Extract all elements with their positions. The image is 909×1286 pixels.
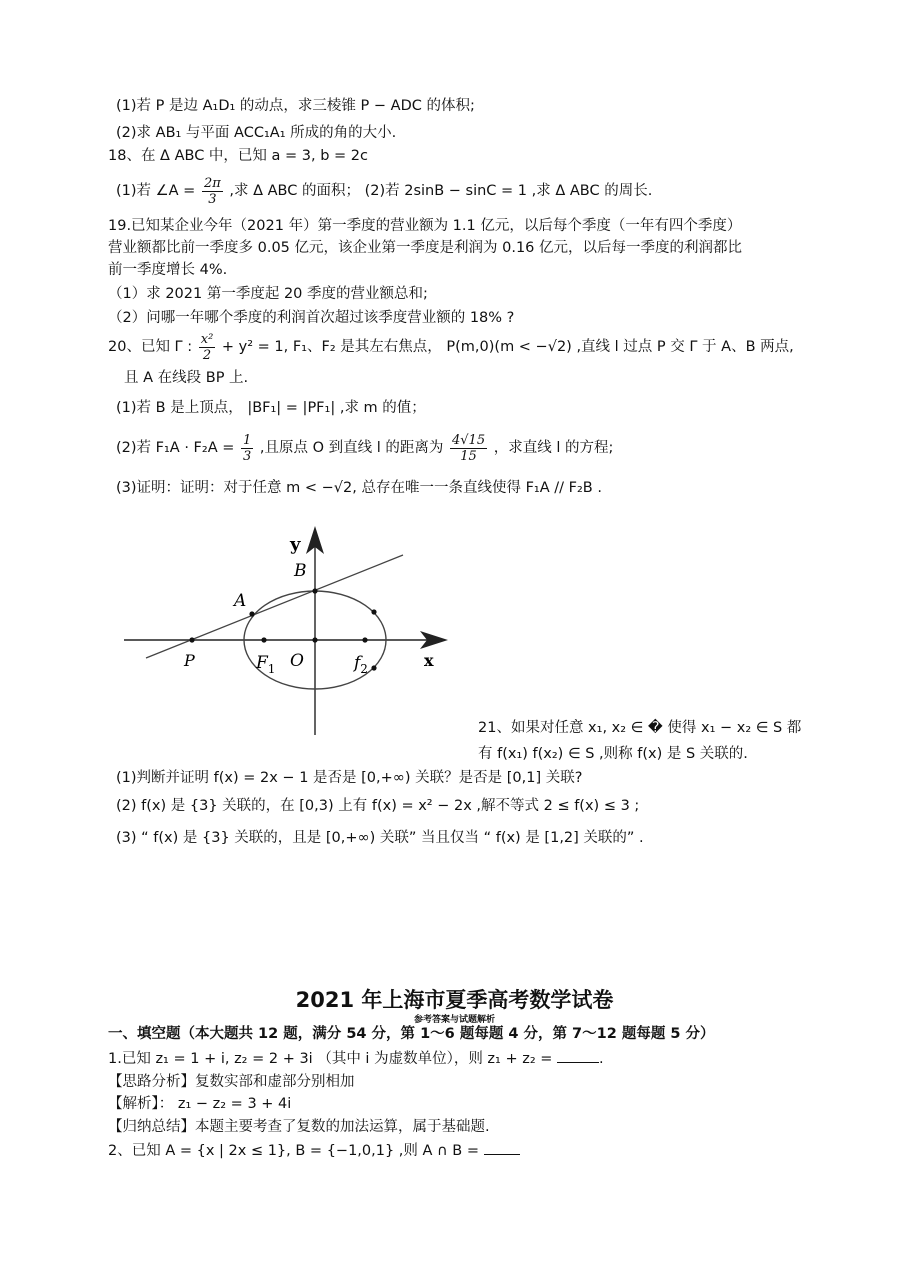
point-B — [312, 588, 317, 593]
label-y: y — [290, 534, 301, 555]
q19-line1: 19.已知某企业今年（2021 年）第一季度的营业额为 1.1 亿元，以后每个季度（一年有四个季度） — [108, 218, 742, 234]
q19-line2: 营业额都比前一季度多 0.05 亿元，该企业第一季度是利润为 0.16 亿元，以后每一季度的利润都比 — [108, 240, 743, 256]
q19-part2: （2）问哪一年哪个季度的利润首次超过该季度营业额的 18% ? — [108, 310, 515, 326]
q18-parts — [116, 174, 652, 208]
answer-title: 2021 年上海市夏季高考数学试卷 — [295, 988, 614, 1012]
q17-part2: (2)求 AB₁ 与平面 ACC₁A₁ 所成的角的大小. — [116, 125, 397, 141]
q20-stem — [108, 330, 794, 364]
label-F1 — [255, 653, 275, 676]
solution-text: ： z₁ − z₂ = 3 + 4i — [158, 1096, 292, 1112]
answer-section-header: 一、填空题（本大题共 12 题，满分 54 分，第 1～6 题每题 4 分，第 7～12 题每题 5 分） — [108, 1026, 715, 1042]
q20-part2-prefix: (2)若 F₁A · F₂A = — [116, 440, 235, 456]
label-x: x — [424, 651, 434, 670]
point-lower-right — [371, 665, 376, 670]
answer-q2-text: 2、已知 A = {x | 2x ≤ 1}, B = {−1,0,1} ,则 A ∩ B = — [108, 1143, 479, 1159]
label-F2 — [352, 653, 368, 676]
point-A — [249, 611, 254, 616]
q19-line3: 前一季度增长 4%. — [108, 262, 228, 278]
q20-frac3-num: 4√15 — [452, 432, 486, 448]
q21-line1: 21、如果对任意 x₁, x₂ ∈ � 使得 x₁ − x₂ ∈ S 都 — [478, 720, 802, 736]
q20-part3: (3)证明：证明：对于任意 m < −√2, 总存在唯一一条直线使得 F₁A // F₂B . — [116, 480, 602, 496]
answer-q1-end: . — [599, 1051, 604, 1067]
q20-part2-mid: ,且原点 O 到直线 l 的距离为 — [259, 440, 444, 456]
answer-summary — [108, 1117, 490, 1137]
q20-frac2-num: 1 — [243, 432, 252, 448]
q21-part3: (3) “ f(x) 是 {3} 关联的，且是 [0,+∞) 关联” 当且仅当 “ f(x) 是 [1,2] 关联的” . — [116, 830, 644, 846]
solution-label: 【解析】 — [108, 1096, 159, 1112]
answer-solution — [108, 1094, 291, 1114]
label-A: A — [234, 591, 247, 611]
summary-label: 【归纳总结】 — [108, 1119, 195, 1135]
q21-line2: 有 f(x₁) f(x₂) ∈ S ,则称 f(x) 是 S 关联的. — [478, 746, 748, 762]
point-F2 — [362, 637, 367, 642]
q19-part1: （1）求 2021 第一季度起 20 季度的营业额总和; — [108, 286, 428, 302]
answer-subtitle: 参考答案与试题解析 — [413, 1015, 495, 1025]
q18-part1-prefix: (1)若 ∠A = — [116, 183, 196, 199]
q20-fraction-3 — [450, 433, 487, 464]
q17-part1: (1)若 P 是边 A₁D₁ 的动点，求三棱锥 P − ADC 的体积; — [116, 98, 475, 114]
q21-part1: (1)判断并证明 f(x) = 2x − 1 是否是 [0,+∞) 关联？是否是 [0,1] 关联? — [116, 770, 583, 786]
label-F1-main: F — [256, 653, 268, 673]
label-P: P — [184, 651, 195, 670]
answer-q1-blank — [557, 1048, 599, 1063]
q18-fraction — [202, 176, 223, 207]
point-P — [189, 637, 194, 642]
summary-text: 本题主要考查了复数的加法运算，属于基础题. — [195, 1119, 490, 1135]
q20-frac-den: 2 — [202, 347, 212, 363]
answer-q2 — [108, 1140, 520, 1161]
label-F2-main: f — [354, 653, 361, 673]
q20-part2-suffix: ，求直线 l 的方程; — [493, 440, 614, 456]
answer-analysis — [108, 1072, 355, 1092]
point-F1 — [261, 637, 266, 642]
q20-frac2-den: 3 — [243, 448, 252, 464]
label-F1-sub: 1 — [267, 662, 276, 676]
point-upper-right — [371, 609, 376, 614]
q20-frac3-den: 15 — [460, 448, 477, 464]
q18-stem: 18、在 Δ ABC 中，已知 a = 3, b = 2c — [108, 148, 369, 164]
point-O — [312, 637, 317, 642]
q20-stem-prefix: 20、已知 Γ : — [108, 339, 193, 355]
q20-frac-num: x² — [200, 331, 214, 347]
q20-part1: (1)若 B 是上顶点， |BF₁| = |PF₁| ,求 m 的值； — [116, 400, 426, 416]
label-O: O — [290, 651, 304, 671]
answer-q1 — [108, 1048, 604, 1069]
q20-fraction — [199, 332, 216, 363]
q18-frac-num: 2π — [203, 175, 221, 191]
answer-q1-text: 1.已知 z₁ = 1 + i, z₂ = 2 + 3i （其中 i 为虚数单位），则 z₁ + z₂ = — [108, 1051, 553, 1067]
answer-q2-blank — [484, 1140, 520, 1155]
q20-part2 — [116, 430, 613, 466]
analysis-text: 复数实部和虚部分别相加 — [195, 1074, 355, 1090]
line-l — [146, 555, 403, 658]
q18-part1-suffix: ,求 Δ ABC 的面积； (2)若 2sinB − sinC = 1 ,求 Δ ABC 的周长. — [229, 183, 653, 199]
analysis-label: 【思路分析】 — [108, 1074, 195, 1090]
label-B: B — [294, 561, 307, 581]
q20-stem-suffix: + y² = 1, F₁、F₂ 是其左右焦点， P(m,0)(m < −√2) ,直线 l 过点 P 交 Γ 于 A、B 两点, — [221, 339, 794, 355]
label-F2-sub: 2 — [360, 662, 368, 676]
q20-stem-line2: 且 A 在线段 BP 上. — [124, 370, 249, 386]
ellipse-figure — [118, 520, 463, 740]
q18-frac-den: 3 — [208, 191, 217, 207]
q21-part2: (2) f(x) 是 {3} 关联的，在 [0,3) 上有 f(x) = x² − 2x ,解不等式 2 ≤ f(x) ≤ 3 ; — [116, 798, 640, 814]
q20-fraction-2 — [241, 433, 253, 464]
